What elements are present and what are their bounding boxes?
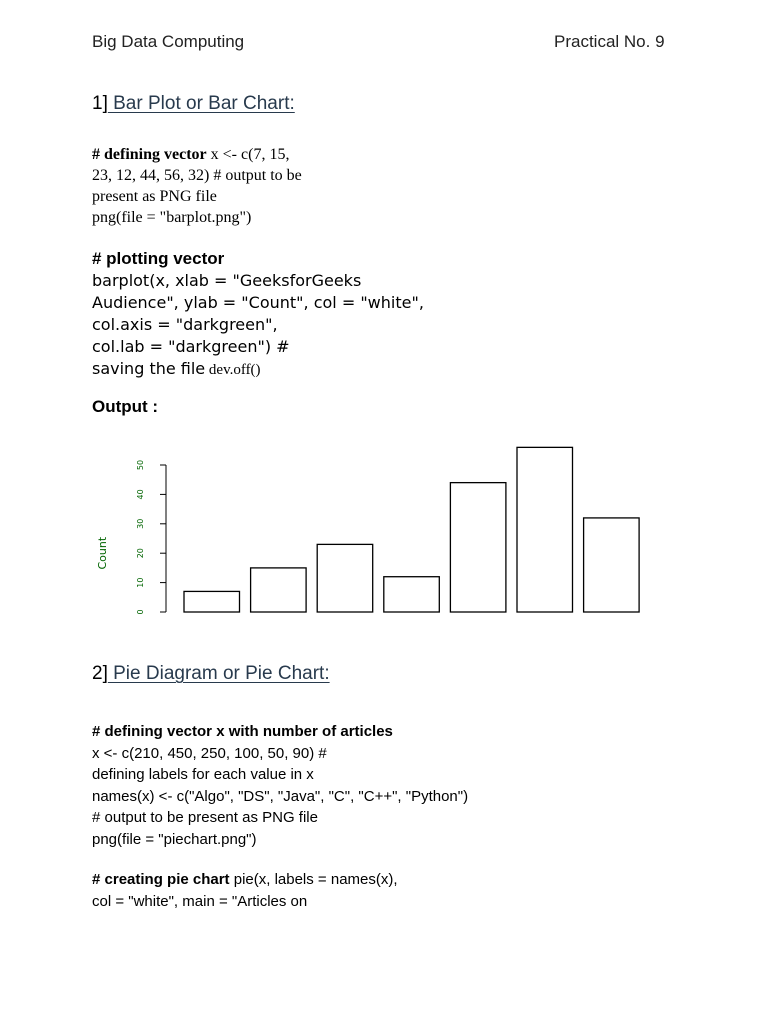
- y-tick-label: 40: [136, 489, 145, 500]
- code-line: png(file = "piechart.png"): [92, 830, 257, 848]
- section2-heading: [92, 663, 330, 685]
- section2-number: 2]: [92, 663, 108, 684]
- bar-chart: [88, 438, 648, 620]
- bar: [251, 568, 307, 612]
- code-line: barplot(x, xlab = "GeeksforGeeks: [92, 271, 362, 290]
- page-header-right: Practical No. 9: [554, 32, 665, 51]
- code-line: png(file = "barplot.png"): [92, 209, 252, 226]
- code-line: # output to be present as PNG file: [92, 809, 318, 827]
- section1-title: Bar Plot or Bar Chart:: [107, 93, 295, 114]
- y-axis-label: Count: [96, 536, 109, 570]
- bar: [584, 518, 640, 612]
- section2-code-block2: [92, 869, 398, 912]
- code-line: col.axis = "darkgreen",: [92, 315, 278, 334]
- code-line: defining labels for each value in x: [92, 766, 314, 784]
- code-line: col = "white", main = "Articles on: [92, 892, 308, 910]
- section1-code-block2: [92, 248, 424, 381]
- code-text: saving the file: [92, 359, 206, 378]
- y-tick-label: 0: [136, 609, 145, 615]
- y-tick-label: 30: [136, 518, 145, 529]
- code-text: pie(x, labels = names(x),: [229, 871, 398, 888]
- code-text: x <- c(7, 15,: [206, 146, 290, 163]
- page-header-left: Big Data Computing: [92, 32, 245, 51]
- code-line: Audience", ylab = "Count", col = "white",: [92, 293, 424, 312]
- code-line: 23, 12, 44, 56, 32) # output to be: [92, 167, 302, 184]
- y-tick-label: 20: [136, 548, 145, 559]
- code-comment: # defining vector x with number of articles: [92, 723, 393, 740]
- bar: [517, 447, 573, 612]
- code-line: x <- c(210, 450, 250, 100, 50, 90) #: [92, 744, 327, 762]
- code-line: col.lab = "darkgreen") #: [92, 337, 290, 356]
- y-tick-label: 50: [136, 459, 145, 471]
- code-line: present as PNG file: [92, 188, 217, 205]
- bar: [450, 483, 506, 612]
- output-label: Output :: [92, 397, 159, 416]
- section1-number: 1]: [92, 93, 108, 114]
- code-comment: # creating pie chart: [92, 871, 230, 888]
- bar: [317, 544, 373, 612]
- section1-heading: [92, 93, 295, 115]
- code-comment: # plotting vector: [92, 249, 225, 268]
- section2-code-block1: [92, 721, 468, 851]
- code-comment: # defining vector: [92, 146, 207, 163]
- bar: [384, 577, 440, 612]
- code-line: names(x) <- c("Algo", "DS", "Java", "C", "C++", "Python"): [92, 787, 469, 805]
- bar: [184, 591, 240, 612]
- y-tick-label: 10: [136, 577, 145, 588]
- section1-code-block1: [92, 144, 302, 228]
- section2-title: Pie Diagram or Pie Chart:: [107, 663, 330, 684]
- code-text: dev.off(): [205, 362, 261, 378]
